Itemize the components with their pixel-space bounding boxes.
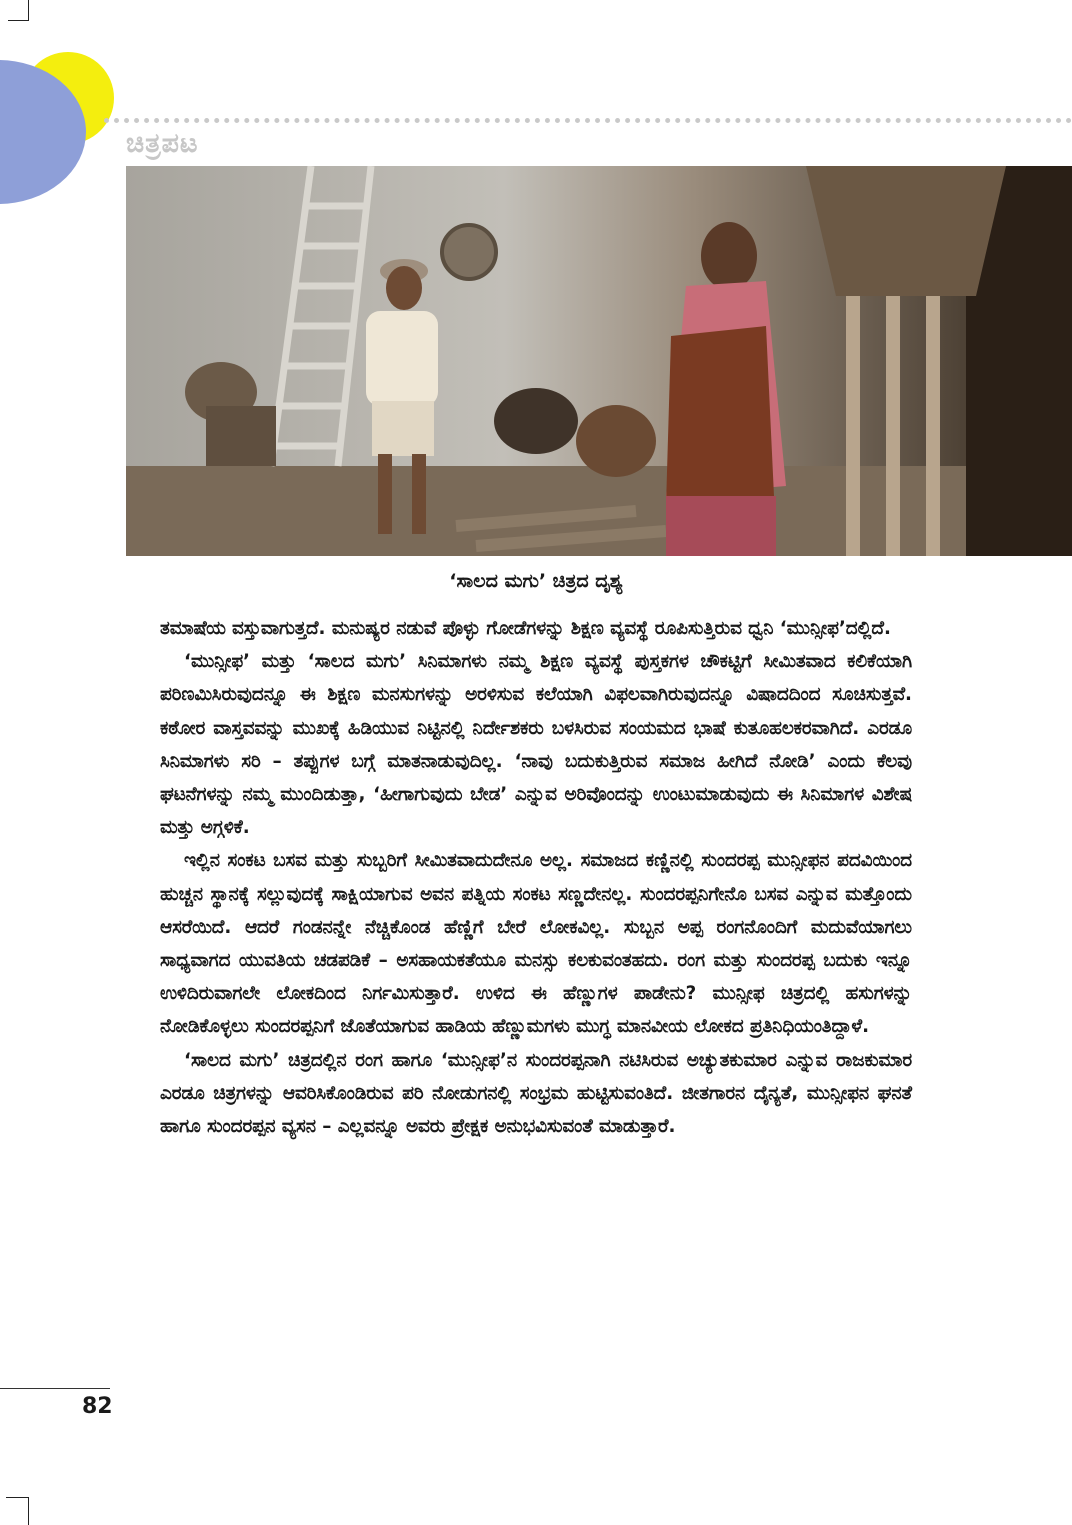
crop-mark-bottom-horizontal [6,1497,28,1498]
footer-rule [0,1388,110,1389]
page-number: 82 [82,1394,113,1419]
paragraph-3: ಇಲ್ಲಿನ ಸಂಕಟ ಬಸವ ಮತ್ತು ಸುಬ್ಬರಿಗೆ ಸೀಮಿತವಾದುದೇನೂ ಅಲ್ಲ. ಸಮಾಜದ ಕಣ್ಣಿನಲ್ಲಿ ಸುಂದರಪ್ಪ ಮುನ್ಸೀಫನ ಪದವಿಯಿಂದ ಹುಚ್ಚನ ಸ್ಥಾನಕ್ಕೆ ಸಲ್ಲುವುದಕ್ಕೆ ಸಾಕ್ಷಿಯಾಗುವ ಅವನ ಪತ್ನಿಯ ಸಂಕಟ ಸಣ್ಣದೇನಲ್ಲ. ಸುಂದರಪ್ಪನಿಗೇನೊ ಬಸವ ಎನ್ನುವ ಮತ್ತೊಂದು ಆಸರೆಯಿದೆ. ಆದರೆ ಗಂಡನನ್ನೇ ನೆಚ್ಚಿಕೊಂಡ ಹೆಣ್ಣಿಗೆ ಬೇರೆ ಲೋಕವಿಲ್ಲ. ಸುಬ್ಬನ ಅಪ್ಪ ರಂಗನೊಂದಿಗೆ ಮದುವೆಯಾಗಲು ಸಾಧ್ಯವಾಗದ ಯುವತಿಯ ಚಡಪಡಿಕೆ – ಅಸಹಾಯಕತೆಯೂ ಮನಸ್ಸು ಕಲಕುವಂತಹದು. ರಂಗ ಮತ್ತು ಸುಂದರಪ್ಪ ಬದುಕು ಇನ್ನೂ ಉಳಿದಿರುವಾಗಲೇ ಲೋಕದಿಂದ ನಿರ್ಗಮಿಸುತ್ತಾರೆ. ಉಳಿದ ಈ ಹೆಣ್ಣುಗಳ ಪಾಡೇನು? ಮುನ್ಸೀಫ ಚಿತ್ರದಲ್ಲಿ ಹಸುಗಳನ್ನು ನೋಡಿಕೊಳ್ಳಲು ಸುಂದರಪ್ಪನಿಗೆ ಜೊತೆಯಾಗುವ ಹಾಡಿಯ ಹೆಣ್ಣುಮಗಳು ಮುಗ್ಧ ಮಾನವೀಯ ಲೋಕದ ಪ್ರತಿನಿಧಿಯಂತಿದ್ದಾಳೆ. [160,850,912,1038]
photo-caption: ‘ಸಾಲದ ಮಗು’ ಚಿತ್ರದ ದೃಶ್ಯ [449,570,623,592]
paragraph-1: ತಮಾಷೆಯ ವಸ್ತುವಾಗುತ್ತದೆ. ಮನುಷ್ಯರ ನಡುವೆ ಪೊಳ್ಳು ಗೋಡೆಗಳನ್ನು ಶಿಕ್ಷಣ ವ್ಯವಸ್ಥೆ ರೂಪಿಸುತ್ತಿರುವ ಧ್ವನಿ ‘ಮುನ್ಸೀಫ’ದಲ್ಲಿದೆ. [160,618,891,639]
section-title: ಚಿತ್ರಪಟ [126,128,199,159]
film-still-illustration [126,166,1072,556]
crop-mark-top-horizontal [8,20,29,21]
paragraph-4: ‘ಸಾಲದ ಮಗು’ ಚಿತ್ರದಲ್ಲಿನ ರಂಗ ಹಾಗೂ ‘ಮುನ್ಸೀಫ’ನ ಸುಂದರಪ್ಪನಾಗಿ ನಟಿಸಿರುವ ಅಚ್ಯುತಕುಮಾರ ಎನ್ನುವ ರಾಜಕುಮಾರ ಎರಡೂ ಚಿತ್ರಗಳನ್ನು ಆವರಿಸಿಕೊಂಡಿರುವ ಪರಿ ನೋಡುಗನಲ್ಲಿ ಸಂಭ್ರಮ ಹುಟ್ಟಿಸುವಂತಿದೆ. ಜೀತಗಾರನ ದೈನ್ಯತೆ, ಮುನ್ಸೀಫನ ಘನತೆ ಹಾಗೂ ಸುಂದರಪ್ಪನ ವ್ಯಸನ – ಎಲ್ಲವನ್ನೂ ಅವರು ಪ್ರೇಕ್ಷಕ ಅನುಭವಿಸುವಂತೆ ಮಾಡುತ್ತಾರೆ. [160,1049,912,1138]
dotted-header-rule [104,118,1072,123]
crop-mark-bottom-vertical [28,1497,29,1525]
film-still-photo [126,166,1072,556]
article-body [160,612,912,1143]
crop-mark-top-vertical [28,0,29,20]
paragraph-2: ‘ಮುನ್ಸೀಫ’ ಮತ್ತು ‘ಸಾಲದ ಮಗು’ ಸಿನಿಮಾಗಳು ನಮ್ಮ ಶಿಕ್ಷಣ ವ್ಯವಸ್ಥೆ ಪುಸ್ತಕಗಳ ಚೌಕಟ್ಟಿಗೆ ಸೀಮಿತವಾದ ಕಲಿಕೆಯಾಗಿ ಪರಿಣಮಿಸಿರುವುದನ್ನೂ ಈ ಶಿಕ್ಷಣ ಮನಸುಗಳನ್ನು ಅರಳಿಸುವ ಕಲೆಯಾಗಿ ವಿಫಲವಾಗಿರುವುದನ್ನೂ ವಿಷಾದದಿಂದ ಸೂಚಿಸುತ್ತವೆ. ಕಠೋರ ವಾಸ್ತವವನ್ನು ಮುಖಕ್ಕೆ ಹಿಡಿಯುವ ನಿಟ್ಟಿನಲ್ಲಿ ನಿರ್ದೇಶಕರು ಬಳಸಿರುವ ಸಂಯಮದ ಭಾಷೆ ಕುತೂಹಲಕರವಾಗಿದೆ. ಎರಡೂ ಸಿನಿಮಾಗಳು ಸರಿ – ತಪ್ಪುಗಳ ಬಗ್ಗೆ ಮಾತನಾಡುವುದಿಲ್ಲ. ‘ನಾವು ಬದುಕುತ್ತಿರುವ ಸಮಾಜ ಹೀಗಿದೆ ನೋಡಿ’ ಎಂದು ಕೆಲವು ಘಟನೆಗಳನ್ನು ನಮ್ಮ ಮುಂದಿಡುತ್ತಾ, ‘ಹೀಗಾಗುವುದು ಬೇಡ’ ಎನ್ನುವ ಅರಿವೊಂದನ್ನು ಉಂಟುಮಾಡುವುದು ಈ ಸಿನಿಮಾಗಳ ವಿಶೇಷ ಮತ್ತು ಅಗ್ಗಳಿಕೆ. [160,651,912,839]
